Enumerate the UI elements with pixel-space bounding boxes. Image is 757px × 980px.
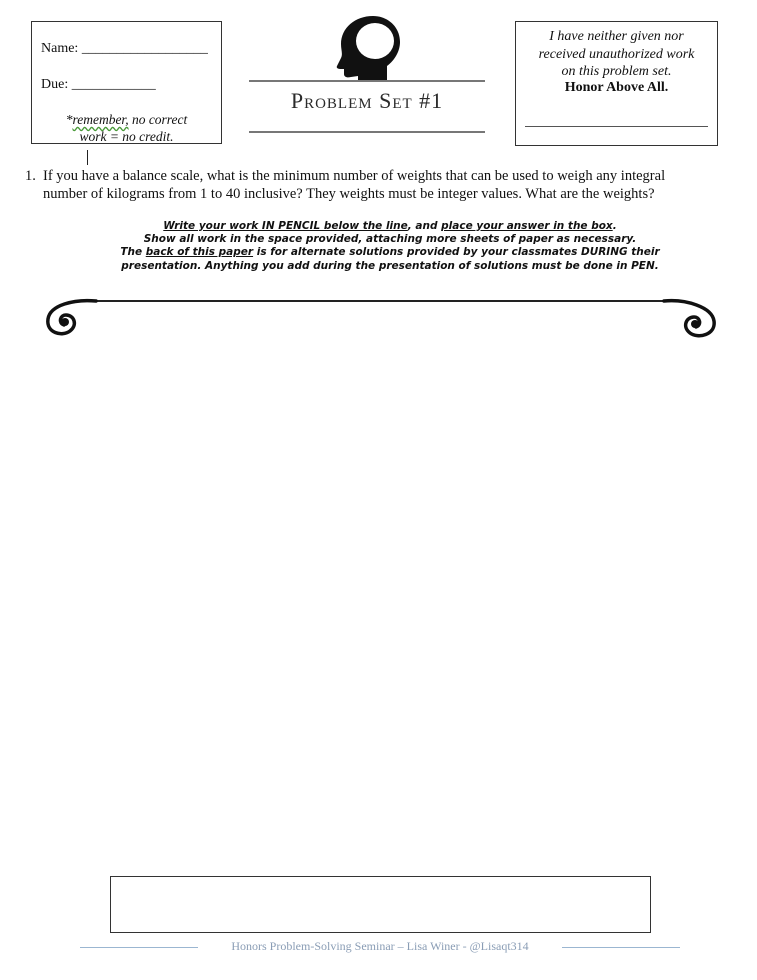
scroll-divider (44, 295, 716, 341)
head-silhouette-icon (335, 14, 407, 80)
problem-number: 1. (25, 168, 36, 184)
honor-motto: Honor Above All. (564, 80, 669, 95)
honor-pledge-line: I have neither given nor (549, 29, 684, 44)
honor-pledge-line: received unauthorized work (538, 46, 695, 62)
instruction-text: , and (407, 220, 442, 232)
instruction-back-of-paper: back of this paper (145, 246, 254, 259)
instruction-text: is for alternate solutions provided by your classmates DURING their (253, 246, 660, 259)
footer-rule-right (562, 947, 680, 948)
instruction-line-3 (90, 246, 690, 259)
footer-text: Honors Problem-Solving Seminar – Lisa Winer - @Lisaqt314 (231, 939, 529, 953)
answer-box[interactable] (110, 876, 651, 933)
page-title: Problem Set #1 (290, 88, 444, 113)
instruction-text: The (120, 246, 146, 259)
due-label: Due: (41, 77, 69, 92)
title-rule-top (249, 80, 485, 82)
reminder-rest: no correct (128, 112, 188, 127)
honor-pledge-line: on this problem set. (561, 64, 672, 79)
problem-text: If you have a balance scale, what is the minimum number of weights that can be used to weigh any integral number of kilograms from 1 to 40 inclusive? They weights must be integer values. What are the weights? (43, 168, 666, 202)
due-blank: ____________ (71, 77, 156, 92)
reminder-asterisk: * (65, 112, 73, 127)
instruction-line-1 (90, 220, 690, 233)
due-field[interactable] (41, 77, 156, 93)
honor-pledge-text (516, 28, 717, 81)
instruction-pencil: Write your work IN PENCIL below the line (163, 220, 408, 232)
reminder-word: remember, (72, 112, 129, 127)
text-cursor (87, 150, 88, 165)
instruction-text: . (612, 220, 617, 232)
name-blank: __________________ (81, 41, 208, 56)
student-info-box (31, 21, 222, 144)
reminder-line2: work = no credit. (79, 129, 174, 144)
name-field[interactable] (41, 41, 208, 57)
name-label: Name: (41, 41, 79, 56)
title-rule-bottom (249, 131, 485, 133)
instruction-answer-box: place your answer in the box (441, 220, 613, 232)
instruction-line-2: Show all work in the space provided, attaching more sheets of paper as necessary. (143, 233, 637, 246)
instructions (90, 220, 690, 273)
reminder-note (32, 111, 221, 145)
honor-pledge-box (515, 21, 718, 146)
signature-line[interactable] (525, 126, 708, 127)
instruction-line-4: presentation. Anything you add during the presentation of solutions must be done in PEN. (121, 259, 659, 272)
footer-rule-left (80, 947, 198, 948)
